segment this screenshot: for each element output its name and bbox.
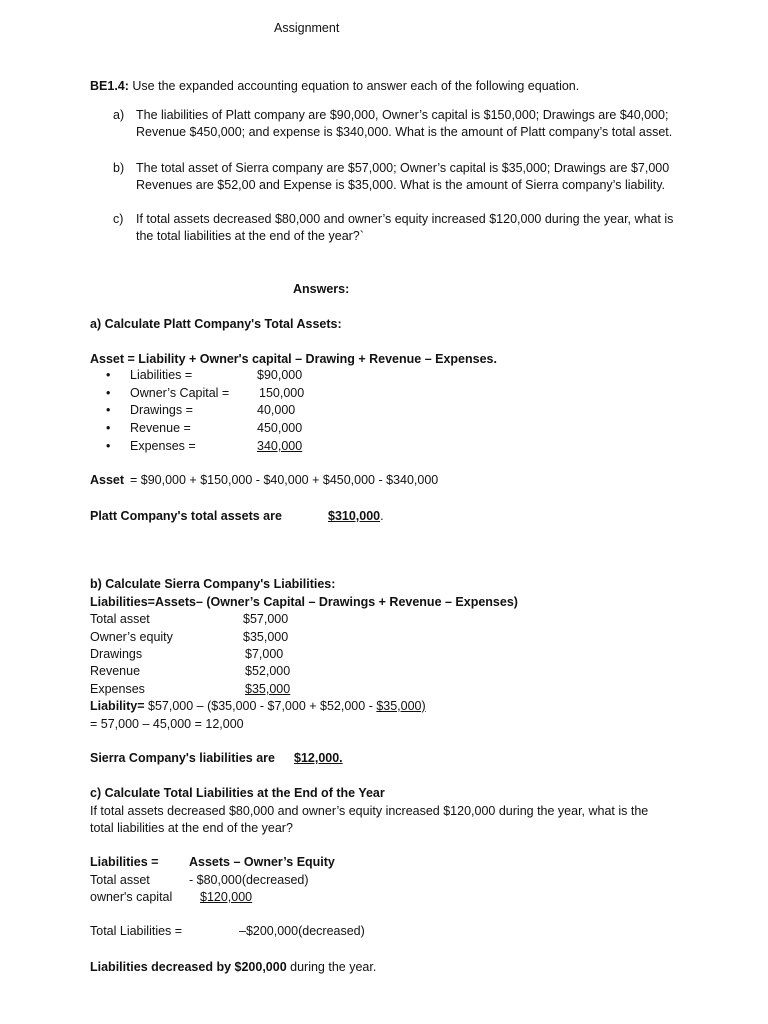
part-c-question-line-1: If total assets decreased $80,000 and owner’s equity increased $120,000 during the year, what is the <box>90 804 649 818</box>
part-a-result-value: $310,000 <box>328 509 381 523</box>
part-c-row-value: $120,000 <box>200 890 253 904</box>
part-b-result-value: $12,000. <box>294 751 343 765</box>
part-b-calc-expression: $57,000 – ($35,000 - $7,000 + $52,000 - <box>148 699 377 713</box>
part-a-calc-expression: = $90,000 + $150,000 - $40,000 + $450,000 - $340,000 <box>130 473 439 487</box>
part-c-conclusion-rest: during the year. <box>286 960 377 974</box>
bullet: • <box>106 439 111 453</box>
part-b-calc-last: $35,000) <box>376 699 426 713</box>
bullet: • <box>106 403 111 417</box>
part-a-heading: a) Calculate Platt Company's Total Assets: <box>90 317 342 331</box>
item-label: Owner’s equity <box>90 630 173 644</box>
part-a-result-period: . <box>380 509 384 523</box>
bullet: • <box>106 386 111 400</box>
item-label: Total asset <box>90 612 150 626</box>
part-c-question-line-2: total liabilities at the end of the year? <box>90 821 293 835</box>
answers-heading: Answers: <box>293 282 350 296</box>
question-code: BE1.4: <box>90 79 129 93</box>
item-value: $57,000 <box>243 612 289 626</box>
part-c-conclusion-bold: Liabilities decreased by $200,000 <box>90 960 287 974</box>
question-b-line-1: The total asset of Sierra company are $57,000; Owner’s capital is $35,000; Drawings are $7,000 <box>136 161 670 175</box>
part-c-total-label: Total Liabilities = <box>90 924 183 938</box>
question-b-line-2: Revenues are $52,00 and Expense is $35,000. What is the amount of Sierra company’s liability. <box>136 178 666 192</box>
item-value: 40,000 <box>257 403 296 417</box>
question-a-line-1: The liabilities of Platt company are $90,000, Owner’s capital is $150,000; Drawings are $40,000; <box>136 108 669 122</box>
bullet: • <box>106 421 111 435</box>
item-label: Owner’s Capital = <box>130 386 230 400</box>
item-value: 450,000 <box>257 421 303 435</box>
item-label: Revenue <box>90 664 141 678</box>
part-marker-b: b) <box>113 161 125 175</box>
document-title: Assignment <box>274 21 340 35</box>
item-value: $35,000 <box>243 630 289 644</box>
part-c-row-label: owner's capital <box>90 890 173 904</box>
bullet: • <box>106 368 111 382</box>
part-c-heading: c) Calculate Total Liabilities at the End of the Year <box>90 786 385 800</box>
part-c-eq-label: Liabilities = <box>90 855 159 869</box>
question-intro <box>90 78 579 94</box>
question-a-line-2: Revenue $450,000; and expense is $340,000. What is the amount of Platt company’s total asset. <box>136 125 673 139</box>
part-c-total-value: –$200,000(decreased) <box>239 924 365 938</box>
part-b-heading: b) Calculate Sierra Company's Liabilities: <box>90 577 336 591</box>
part-marker-c: c) <box>113 212 124 226</box>
item-value: $35,000 <box>245 682 291 696</box>
part-b-calc-label: Liability= <box>90 699 145 713</box>
part-b-calc <box>90 698 426 714</box>
part-b-calc-line-2: = 57,000 – 45,000 = 12,000 <box>90 717 244 731</box>
question-c-line-2: the total liabilities at the end of the year?` <box>136 229 364 243</box>
part-a-calc-label: Asset <box>90 473 125 487</box>
question-c-line-1: If total assets decreased $80,000 and owner’s equity increased $120,000 during the year, what is <box>136 212 674 226</box>
item-label: Expenses = <box>130 439 196 453</box>
part-c-eq-rhs: Assets – Owner’s Equity <box>189 855 335 869</box>
part-a-result <box>328 508 384 524</box>
item-label: Revenue = <box>130 421 191 435</box>
part-marker-a: a) <box>113 108 125 122</box>
question-text: Use the expanded accounting equation to answer each of the following equation. <box>132 79 580 93</box>
item-value: $90,000 <box>257 368 303 382</box>
part-c-row-label: Total asset <box>90 873 150 887</box>
item-value: 340,000 <box>257 439 303 453</box>
item-label: Drawings <box>90 647 143 661</box>
part-c-row-value: - $80,000(decreased) <box>189 873 309 887</box>
item-label: Liabilities = <box>130 368 193 382</box>
part-b-formula: Liabilities=Assets– (Owner’s Capital – Drawings + Revenue – Expenses) <box>90 595 518 609</box>
item-label: Drawings = <box>130 403 193 417</box>
item-value: 150,000 <box>259 386 305 400</box>
part-c-conclusion <box>90 959 376 975</box>
part-b-result-label: Sierra Company's liabilities are <box>90 751 275 765</box>
item-value: $52,000 <box>245 664 291 678</box>
part-a-equation: Asset = Liability + Owner's capital – Drawing + Revenue – Expenses. <box>90 352 497 366</box>
part-a-result-label: Platt Company's total assets are <box>90 509 282 523</box>
item-value: $7,000 <box>245 647 284 661</box>
item-label: Expenses <box>90 682 145 696</box>
